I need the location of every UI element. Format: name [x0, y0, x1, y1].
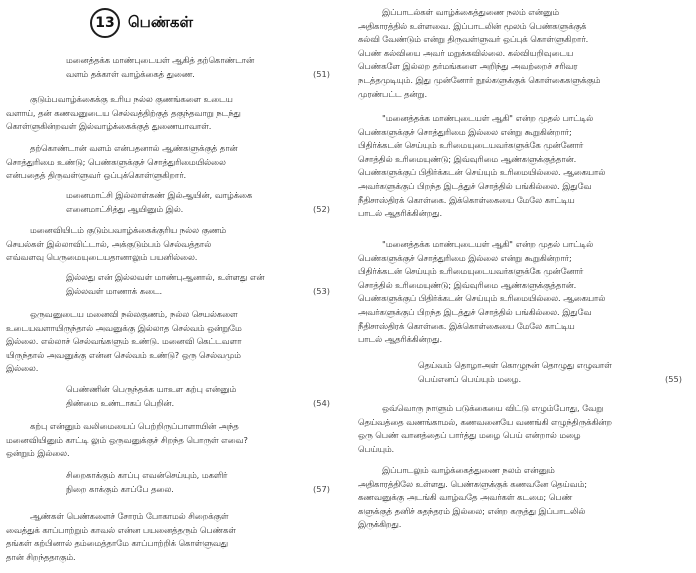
- chapter-title: பெண்கள்: [128, 13, 194, 31]
- paragraph: ஆண்கள் பெண்களைச் சோரம் போகாமல் சிறைக்குள் வைத்துக் காப்பாற்றும் காவல் என்ன பயனைத்தரும் பெண்கள் தங்கள் கற்பினால் தம்மைத்தாமே காப்பாற்றிக் கொள்ளுவது தான் சிறந்ததாகும்.: [6, 511, 236, 562]
- paragraph: "மனைத்தக்க மாண்புடையள் ஆகி" என்ற முதல் பாட்டில் பெண்களுக்குச் சொத்துரிமை இல்லை என்று கூறுகின்றார்; பிதிர்க்கடன் செய்யும் உரிமையுடையவர்களுக்கே முன்னோர் சொத்தில் உரிமையுண்டு; இவ்வுரிமை ஆண்களுக்குத்தான். பெண்களுக்குப் பிதிர்க்கடன் செய்யும் உரிமையில்லை. ஆகையால் அவர்களுக்குப் பிறந்த இடத்துச் சொத்தில் பங்கில்லை. இதுவே நீதிசாஸ்திரக் கொள்கை. இக்கொள்கையை மேலே காட்டிய பாடல் ஆதரிக்கின்றது.: [358, 113, 606, 219]
- left-column: [6, 0, 336, 573]
- paragraph: கற்பு என்னும் வலிமையைப் பெற்றிருப்பாளாயின் அந்த மனைவியினும் காட்டி லும் ஒருவனுக்குச் சிறந்த பொருள் எவை? ஒன்றும் இல்லை.: [6, 421, 248, 459]
- verse-52: மனைமாட்சி இல்லாள்கண் இல்ஆயின், வாழ்க்கை எனைமாட்சித்து ஆயினும் இல். (52): [66, 190, 330, 214]
- verse-number: (53): [312, 286, 330, 296]
- paragraph: "மனைத்தக்க மாண்புடையள் ஆகி" என்ற முதல் பாட்டில் பெண்களுக்குச் சொத்துரிமை இல்லை என்று கூறுகின்றார்; பிதிர்க்கடன் செய்யும் உரிமையுடையவர்களுக்கே முன்னோர் சொத்தில் உரிமையுண்டு; இவ்வுரிமை ஆண்களுக்குத்தான். பெண்களுக்குப் பிதிர்க்கடன் செய்யும் உரிமையில்லை. ஆகையால் அவர்களுக்குப் பிறந்த இடத்துச் சொத்தில் பங்கில்லை. இதுவே நீதிசாஸ்திரக் கொள்கை. இக்கொள்கையை மேலே காட்டிய பாடல் ஆதரிக்கின்றது.: [358, 239, 606, 345]
- paragraph: மனைவியிடம் குடும்பவாழ்க்கைக்குரிய நல்ல குணம் செயல்கள் இல்லாவிட்டால், அக்குடும்பம் செல்வத்தால் எவ்வளவு பெருமையுடையதானாலும் பயனில்லை.: [6, 225, 227, 263]
- paragraph: குடும்பவாழ்க்கைக்கு உரிய நல்ல குணங்களை உடைய வளாய், தன் கணவனுடைய செல்வத்திற்குத் தகுந்தவாறு நடந்து கொள்ளுகின்றவள் இல்வாழ்க்கைக்குத் துணையாவாள்.: [6, 94, 241, 132]
- verse-53: இல்லது என் இல்லவள் மாண்புஆனால், உள்ளது என் இல்லவள் மாணாக் கடை. (53): [66, 272, 330, 296]
- paragraph: ஒவ்வொரு நாளும் படுக்கையை விட்டு எழும்போது, வேறு தெய்வத்தை வணங்காமல், கணவனையே வணங்கி எழுந்திருக்கின்ற ஒரு பெண் வானத்தைப் பார்த்து மழை பெய் என்றால் மழை பெய்யும்.: [358, 403, 612, 454]
- paragraph: இப்பாடல்கள் வாழ்க்கைத்துணை நலம் என்னும் அதிகாரத்தில் உள்ளவை. இப்பாடலின் மூலம் பெண்களுக்குக் கல்வி வேண்டும் என்று திருவள்ளுவர் ஒப்புக் கொள்ளுகிறார். பெண் கல்வியை அவர் மறுக்கவில்லை. கல்வியறிவுடைய பெண்களே இல்லற தர்மங்களை அறிந்து அவற்றைச் சரிவர நடத்தமுடியும். இது முன்னோர் நூல்களுக்குக் கொள்கைகளுக்கும் முரண்பட்ட தன்று.: [358, 7, 601, 99]
- paragraph: ஒருவனுடைய மனைவி நல்லகுணம், நல்ல செயல்களை உடையவளாயிருந்தால் அவனுக்கு இல்லாத செல்வம் ஒன்றுமே இல்லை. எல்லாச் செல்வங்களும் உண்டு. மனைவி கெட்டவளா யிருந்தால் அவனுக்கு என்ன செல்வம் உண்டு? ஒரு செல்வமும் இல்லை.: [6, 309, 242, 374]
- verse-line: மனைத்தக்க மாண்புடையள் ஆகித் தற்கொண்டான்: [66, 55, 255, 65]
- verse-51: [66, 53, 334, 81]
- verse-55: தெய்வம் தொழாஅள் கொழுநன் தொழுது எழுவாள் பெய்எனப் பெய்யும் மழை. (55): [418, 360, 682, 384]
- verse-number: (52): [312, 204, 330, 214]
- verse-number: (54): [312, 398, 330, 408]
- verse-57: சிறைகாக்கும் காப்பு எவன்செய்யும், மகளிர் நிறை காக்கும் காப்பே தலை. (57): [66, 470, 330, 494]
- chapter-heading: [90, 8, 193, 38]
- verse-number: (51): [312, 69, 330, 79]
- paragraph: இப்பாடலும் வாழ்க்கைத்துணை நலம் என்னும் அதிகாரத்திலே உள்ளது. பெண்களுக்குக் கணவனே தெய்வம்; கணவனுக்கு அடங்கி வாழ்வதே அவர்கள் கடமை; பெண் களுக்குத் தனிச் சுதந்தரம் இல்லை; என்ற கருத்து இப்பாடலில் இருக்கிறது.: [358, 465, 588, 530]
- right-column: [358, 0, 688, 573]
- verse-number: (57): [312, 484, 330, 494]
- chapter-number: 13: [90, 8, 120, 38]
- verse-line: வளம் தக்காள் வாழ்க்கைத் துணை. (51): [66, 69, 330, 79]
- verse-54: பெண்ணின் பெருந்தக்க யாஉள கற்பு என்னும் திண்மை உண்டாகப் பெறின். (54): [66, 384, 330, 408]
- paragraph: தற்கொண்டான் வளம் என்பதனால் ஆண்களுக்குத் தான் சொத்துரிமை உண்டு; பெண்களுக்குச் சொத்துரிமையில்லை என்பதைத் திருவள்ளுவர் ஒப்புக்கொள்ளுகிறார்.: [6, 143, 238, 181]
- verse-number: (55): [664, 374, 682, 384]
